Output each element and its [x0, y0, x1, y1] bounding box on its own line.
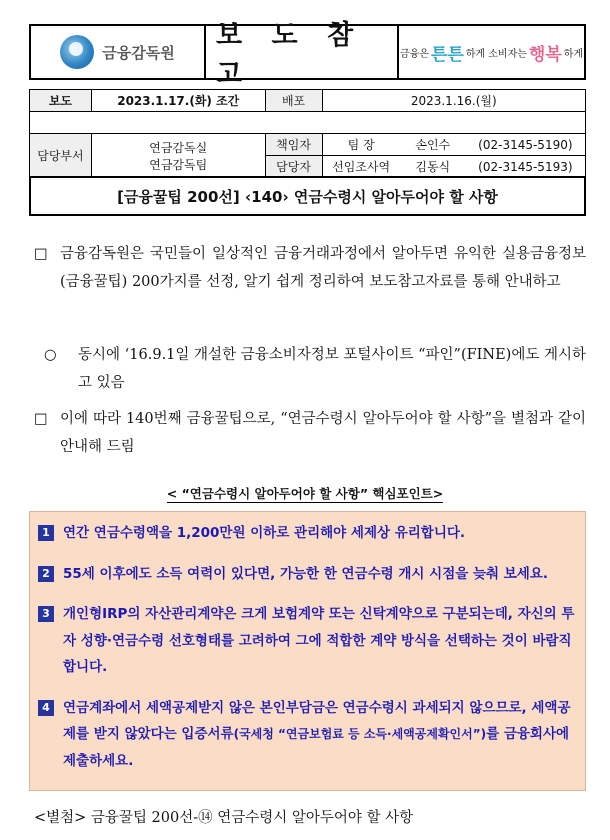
department-label: 담당부서 [30, 134, 92, 178]
attachment-note: <별첨> 금융꿀팁 200선-⑭ 연금수령시 알아두어야 할 사항 [34, 810, 414, 826]
slogan [399, 26, 584, 78]
distribution-label: 배포 [265, 90, 322, 112]
number-badge-icon: 3 [38, 606, 54, 622]
manager-title: 팀 장 [322, 134, 400, 156]
core-item-1 [38, 520, 577, 547]
department-line1: 연금감독실 [149, 140, 208, 155]
core-item-4-text-b: 를 금융회사에 제출하세요. [63, 726, 570, 769]
core-item-4 [38, 695, 577, 775]
contact-phone: (02-3145-5193) [466, 156, 586, 178]
manager-label: 책임자 [265, 134, 322, 156]
document-title: 보 도 참 고 [206, 26, 399, 78]
department-value [91, 134, 265, 178]
release-label: 보도 [30, 90, 92, 112]
press-header [29, 20, 586, 90]
core-item-4-text-a: 연금계좌에서 세액공제받지 않은 본인부담금은 연금수령시 과세되지 않으므로, 세액공제를 받지 않았다는 입증서류 [63, 699, 571, 742]
manager-name: 손인수 [400, 134, 466, 156]
slogan-happy: 행복 [528, 44, 562, 65]
paragraph-1-text: 금융감독원은 국민들이 일상적인 금융거래과정에서 알아두면 유익한 실용금융정보(금융꿀팁) 200가지를 선정, 알기 쉽게 정리하여 보도참고자료를 통해 안내하고 [60, 246, 586, 290]
core-item-3 [38, 601, 577, 681]
number-badge-icon: 2 [38, 566, 54, 582]
circle-bullet-icon: ○ [44, 347, 57, 363]
contact-name: 김동식 [400, 156, 466, 178]
core-points-box [29, 511, 586, 791]
release-info-table [29, 89, 586, 178]
core-points-title [0, 484, 610, 502]
paragraph-1 [34, 240, 586, 296]
slogan-pre: 금융은 [399, 48, 429, 60]
department-line2: 연금감독팀 [149, 157, 208, 172]
number-badge-icon: 4 [38, 700, 54, 716]
spacer-row [30, 112, 586, 134]
manager-row [30, 134, 586, 156]
release-value: 2023.1.17.(화) 조간 [91, 90, 265, 112]
square-bullet-icon: □ [34, 411, 48, 427]
contact-title: 선임조사역 [322, 156, 400, 178]
manager-phone: (02-3145-5190) [466, 134, 586, 156]
paragraph-2-text: 동시에 ‘16.9.1일 개설한 금융소비자정보 포털사이트 “파인”(FINE)에도 게시하고 있음 [78, 347, 586, 391]
fss-logo-icon [60, 35, 94, 69]
release-row [30, 90, 586, 112]
paragraph-3 [34, 405, 586, 461]
core-item-text: 55세 이후에도 소득 여력이 있다면, 가능한 한 연금수령 개시 시점을 늦춰 보세요. [63, 565, 549, 582]
core-item-2 [38, 561, 577, 588]
slogan-post: 하게 [563, 48, 584, 60]
agency-name: 금융감독원 [102, 43, 175, 62]
distribution-value: 2023.1.16.(월) [322, 90, 586, 112]
slogan-strong: 튼튼 [430, 44, 464, 65]
core-item-text [63, 695, 577, 775]
slogan-mid: 하게 소비자는 [465, 48, 527, 60]
paragraph-2 [34, 341, 586, 397]
agency-logo [31, 26, 206, 78]
core-points-title-text: < “연금수령시 알아두어야 할 사항” 핵심포인트> [166, 486, 444, 501]
number-badge-icon: 1 [38, 525, 54, 541]
paragraph-3-text: 이에 따라 140번째 금융꿀팁으로, “연금수령시 알아두어야 할 사항”을 별첨과 같이 안내해 드림 [60, 411, 586, 455]
core-item-text: 개인형IRP의 자산관리계약은 크게 보험계약 또는 신탁계약으로 구분되는데, 자신의 투자 성향·연금수령 선호형태를 고려하여 그에 적합한 계약 방식을 선택하는 것이 바람직합니다. [63, 606, 575, 675]
square-bullet-icon: □ [34, 246, 48, 262]
subject-title: [금융꿀팁 200선] ‹140› 연금수령시 알아두어야 할 사항 [29, 176, 586, 216]
core-item-text: 연간 연금수령액을 1,200만원 이하로 관리해야 세제상 유리합니다. [63, 525, 466, 541]
core-item-4-text-small: (국세청 “연금보험료 등 소득·세액공제확인서”) [233, 727, 487, 741]
contact-label: 담당자 [265, 156, 322, 178]
